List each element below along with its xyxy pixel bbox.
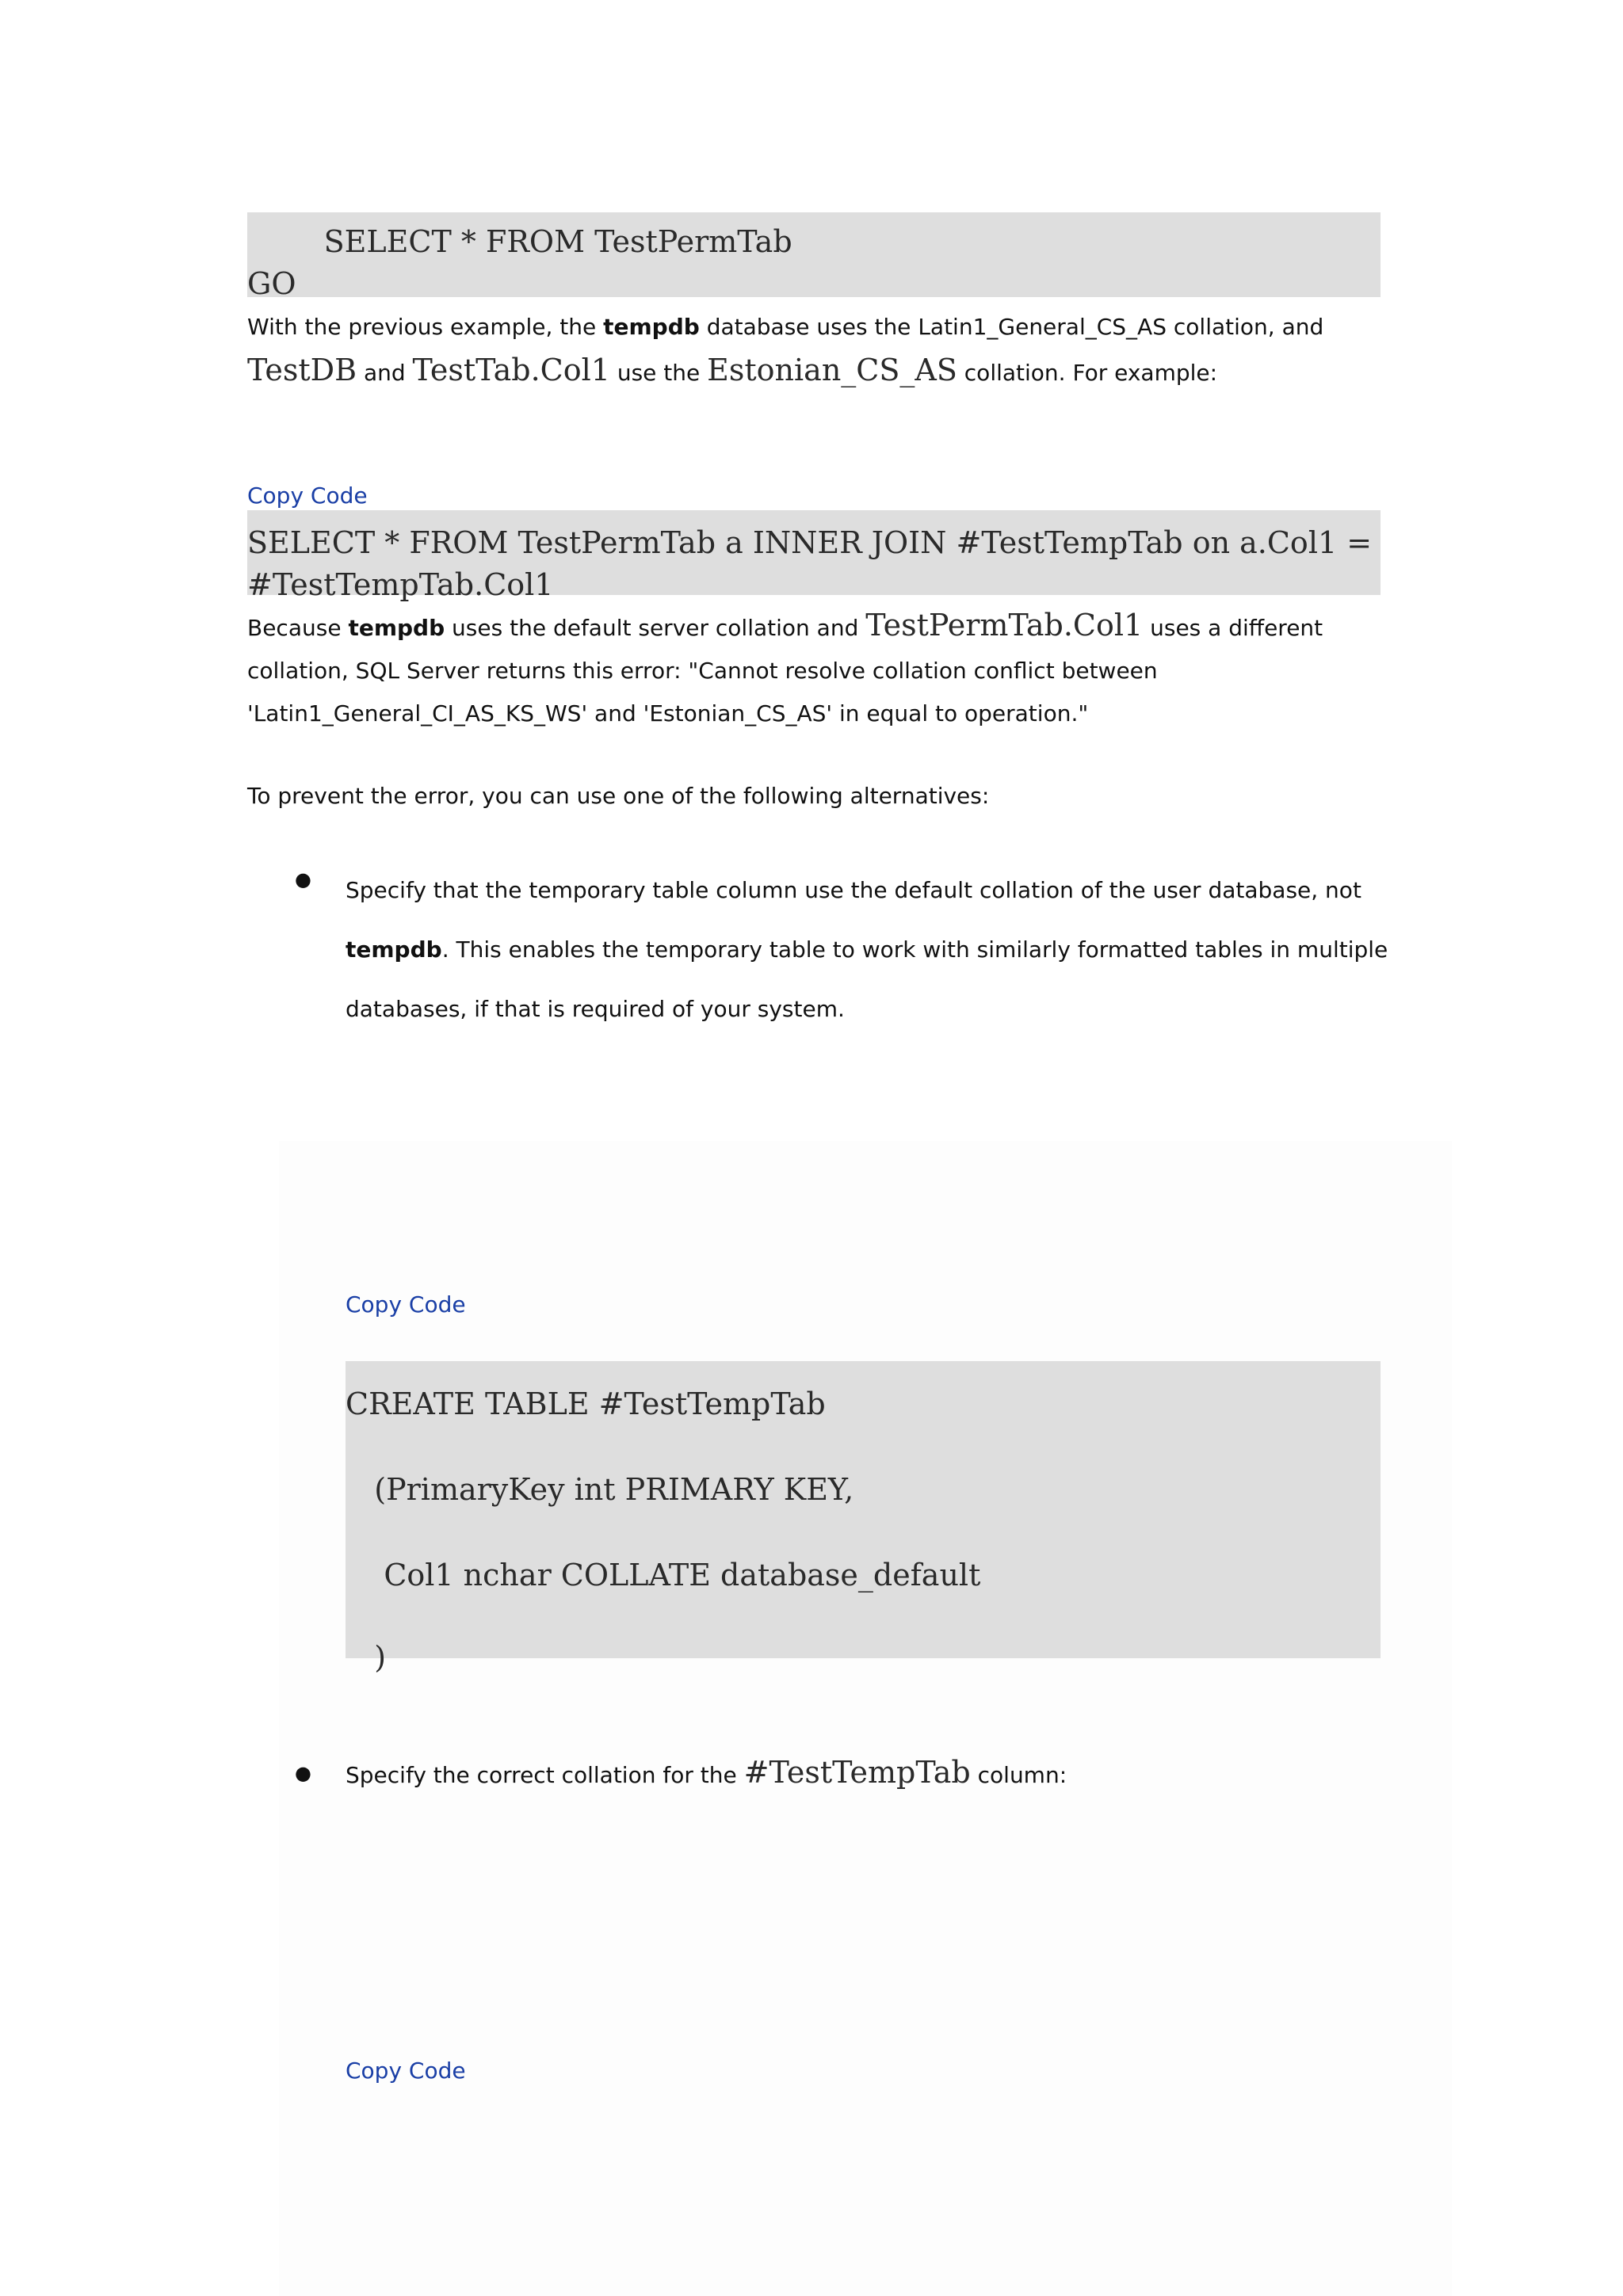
inline-code-testtab-col1: TestTab.Col1 <box>412 353 610 387</box>
bullet-dot: ● <box>295 1762 311 1784</box>
bullet-item-correct-collation: Specify the correct collation for the #TestTempTab column: <box>346 1755 1067 1790</box>
bullet-line: databases, if that is required of your system. <box>346 996 845 1022</box>
code-block-select-testpermtab <box>247 212 1381 301</box>
inline-code-testtemptab: #TestTempTab <box>743 1755 971 1790</box>
keyword-tempdb: tempdb <box>603 314 700 340</box>
paragraph-line: Because tempdb uses the default server collation and TestPermTab.Col1 uses a different <box>247 608 1323 643</box>
inline-code-estonian-cs-as: Estonian_CS_AS <box>707 353 957 387</box>
code-line: SELECT * FROM TestPermTab <box>247 224 792 259</box>
code-line: SELECT * FROM TestPermTab a INNER JOIN #TestTempTab on a.Col1 = <box>247 525 1373 560</box>
copy-code-link[interactable]: Copy Code <box>346 1291 466 1318</box>
paragraph-alternatives-intro: To prevent the error, you can use one of the following alternatives: <box>247 783 990 809</box>
code-line: Col1 nchar COLLATE database_default <box>346 1558 981 1592</box>
inline-code-testdb: TestDB <box>247 353 357 387</box>
inline-code-testpermtab-col1: TestPermTab.Col1 <box>865 608 1144 643</box>
bullet-line: tempdb. This enables the temporary table to work with similarly formatted tables in multiple <box>346 936 1388 963</box>
bullet-item-default-collation <box>346 860 1455 1039</box>
code-block-create-table <box>346 1361 1381 1675</box>
keyword-tempdb: tempdb <box>346 936 442 963</box>
code-block-inner-join <box>247 510 1381 602</box>
code-line: (PrimaryKey int PRIMARY KEY, <box>346 1472 854 1507</box>
paragraph-line: TestDB and TestTab.Col1 use the Estonian_CS_AS collation. For example: <box>247 353 1218 387</box>
paragraph-collation-explanation <box>247 306 1388 395</box>
code-line: ) <box>346 1640 387 1675</box>
paragraph-line: collation, SQL Server returns this error: "Cannot resolve collation conflict between <box>247 658 1158 684</box>
copy-code-link[interactable]: Copy Code <box>247 482 368 509</box>
keyword-tempdb: tempdb <box>348 615 445 641</box>
bullet-line: Specify that the temporary table column use the default collation of the user database, not <box>346 877 1361 903</box>
copy-code-link[interactable]: Copy Code <box>346 2058 466 2084</box>
code-line: GO <box>247 266 296 301</box>
code-line: #TestTempTab.Col1 <box>247 567 554 602</box>
paragraph-error-explanation <box>247 604 1388 735</box>
bullet-dot: ● <box>295 868 311 891</box>
code-line: CREATE TABLE #TestTempTab <box>346 1386 826 1421</box>
paragraph-line: 'Latin1_General_CI_AS_KS_WS' and 'Estonian_CS_AS' in equal to operation." <box>247 700 1089 727</box>
paragraph-line: With the previous example, the tempdb database uses the Latin1_General_CS_AS collation, and <box>247 314 1324 340</box>
